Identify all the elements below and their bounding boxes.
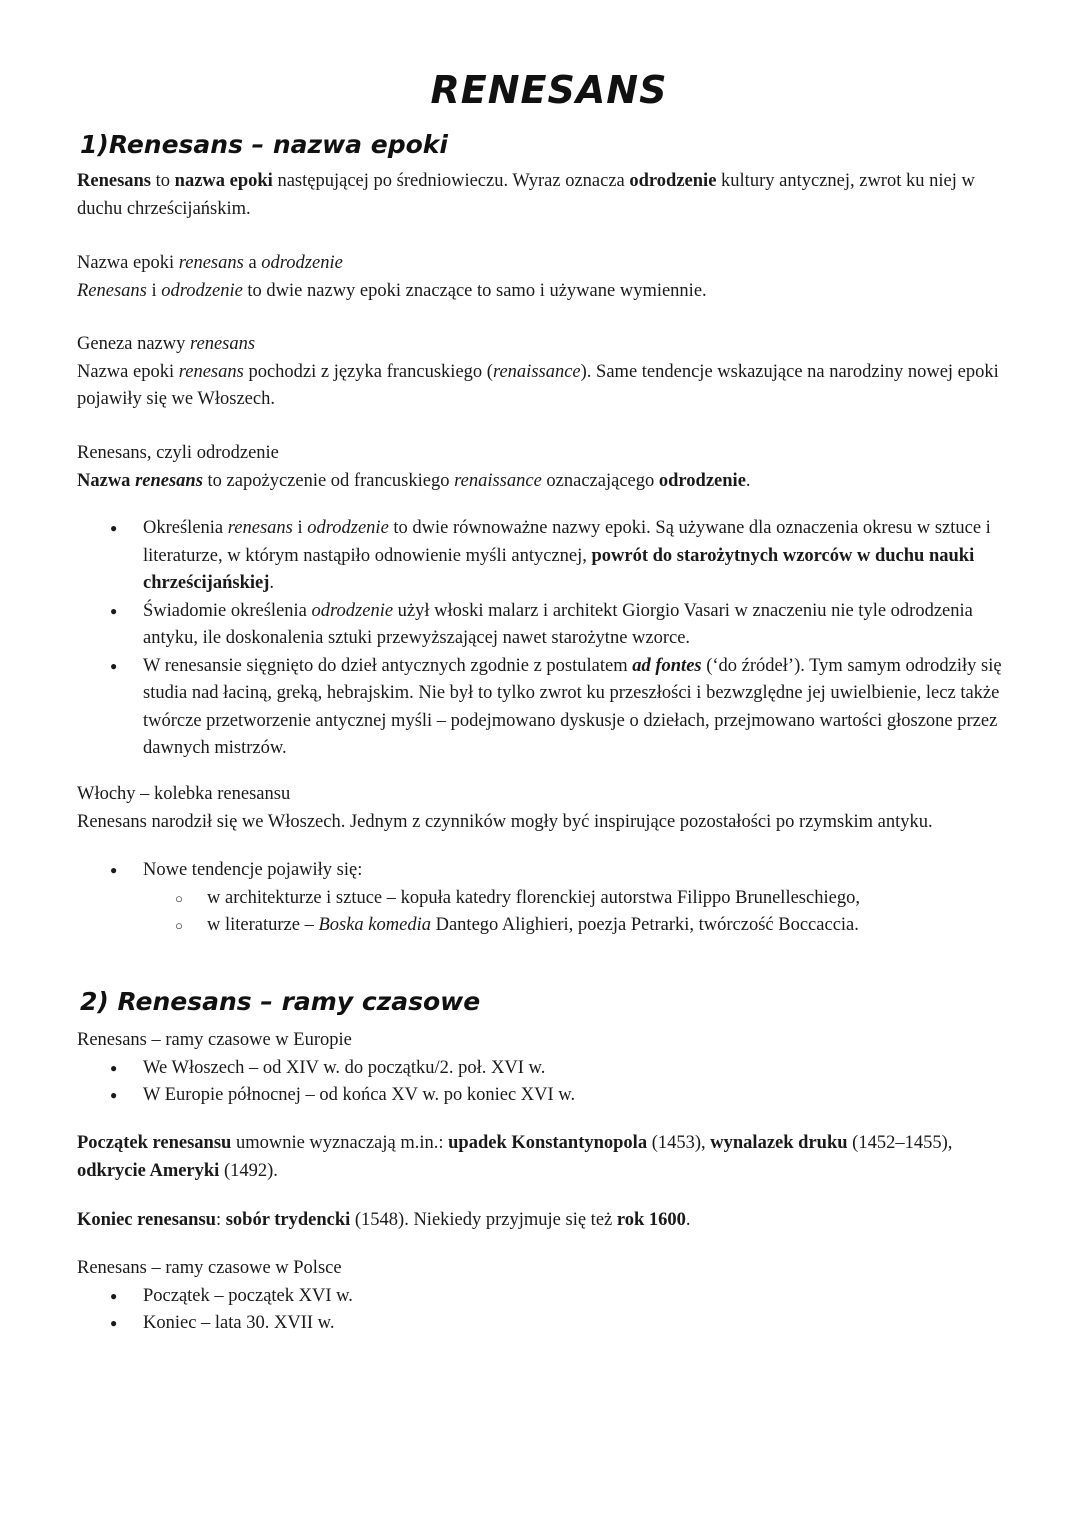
section-2-heading: 2) Renesans – ramy czasowe — [80, 987, 481, 1016]
section-1-heading: 1)Renesans – nazwa epoki — [80, 130, 448, 159]
czyli-text: Nazwa renesans to zapożyczenie od francuskiego renaissance oznaczającego odrodzenie. — [77, 470, 751, 491]
list-item: ● We Włoszech – od XIV w. do początku/2. poł. XVI w. — [77, 1055, 1007, 1083]
wlochy-heading: Włochy – kolebka renesansu — [77, 784, 291, 804]
list-item: ● Nowe tendencje pojawiły się: — [77, 857, 1007, 885]
polska-block — [77, 1255, 1007, 1338]
list-item: ● W renesansie sięgnięto do dzieł antycznych zgodnie z postulatem ad fontes (‘do źródeł’). Tym samym odrodziły się studia nad łaciną, greką, hebrajskim. Nie był to tylko zwrot ku przeszłości i bezwzględne jej uwielbienie, lecz także twórcze przetworzenie antycznej myśli – podejmowano dyskusje o dziełach, przejmowano wartości głoszone przez dawnych mistrzów. — [77, 653, 1007, 763]
geneza-heading: Geneza nazwy renesans — [77, 334, 256, 354]
wlochy-block — [77, 781, 1007, 836]
nazwa-block — [77, 250, 1007, 305]
europa-block — [77, 1027, 1007, 1110]
czyli-block — [77, 440, 1007, 495]
tendencje-list — [77, 857, 1007, 940]
page-title: RENESANS — [430, 68, 668, 112]
czyli-heading: Renesans, czyli odrodzenie — [77, 443, 279, 463]
list-item: ● Koniec – lata 30. XVII w. — [77, 1310, 1007, 1338]
europa-heading: Renesans – ramy czasowe w Europie — [77, 1030, 352, 1050]
geneza-block — [77, 331, 1007, 414]
poczatek-paragraph: Początek renesansu umownie wyznaczają m.in.: upadek Konstantynopola (1453), wynalazek druku (1452–1455), odkrycie Ameryki (1492). — [77, 1133, 953, 1181]
list-item: ● Początek – początek XVI w. — [77, 1283, 1007, 1311]
list-item: ● W Europie północnej – od końca XV w. po koniec XVI w. — [77, 1082, 1007, 1110]
sub-list-item: ○ w literaturze – Boska komedia Dantego Alighieri, poezja Petrarki, twórczość Boccaccia. — [77, 912, 1007, 940]
intro-paragraph: Renesans to nazwa epoki następującej po średniowieczu. Wyraz oznacza odrodzenie kultury antycznej, zwrot ku niej w duchu chrześcijańskim. — [77, 171, 975, 219]
geneza-text: Nazwa epoki renesans pochodzi z języka francuskiego (renaissance). Same tendencje wskazujące na narodziny nowej epoki pojawiły się we Włoszech. — [77, 361, 999, 409]
list-item: ● Świadomie określenia odrodzenie użył włoski malarz i architekt Giorgio Vasari w znaczeniu nie tyle odrodzenia antyku, ile doskonalenia sztuki przewyższającej nawet starożytne wzorce. — [77, 598, 1007, 653]
koniec-paragraph: Koniec renesansu: sobór trydencki (1548). Niekiedy przyjmuje się też rok 1600. — [77, 1210, 691, 1230]
sub-list-item: ○ w architekturze i sztuce – kopuła katedry florenckiej autorstwa Filippo Brunelleschiego, — [77, 885, 1007, 913]
polska-heading: Renesans – ramy czasowe w Polsce — [77, 1258, 342, 1278]
section-1-bullets — [77, 515, 1007, 763]
wlochy-text: Renesans narodził się we Włoszech. Jednym z czynników mogły być inspirujące pozostałości po rzymskim antyku. — [77, 811, 933, 832]
nazwa-heading: Nazwa epoki renesans a odrodzenie — [77, 253, 343, 273]
nazwa-text: Renesans i odrodzenie to dwie nazwy epoki znaczące to samo i używane wymiennie. — [77, 280, 707, 301]
list-item: ● Określenia renesans i odrodzenie to dwie równoważne nazwy epoki. Są używane dla oznaczenia okresu w sztuce i literaturze, w którym nastąpiło odnowienie myśli antycznej, powrót do starożytnych wzorców w duchu nauki chrześcijańskiej. — [77, 515, 1007, 598]
